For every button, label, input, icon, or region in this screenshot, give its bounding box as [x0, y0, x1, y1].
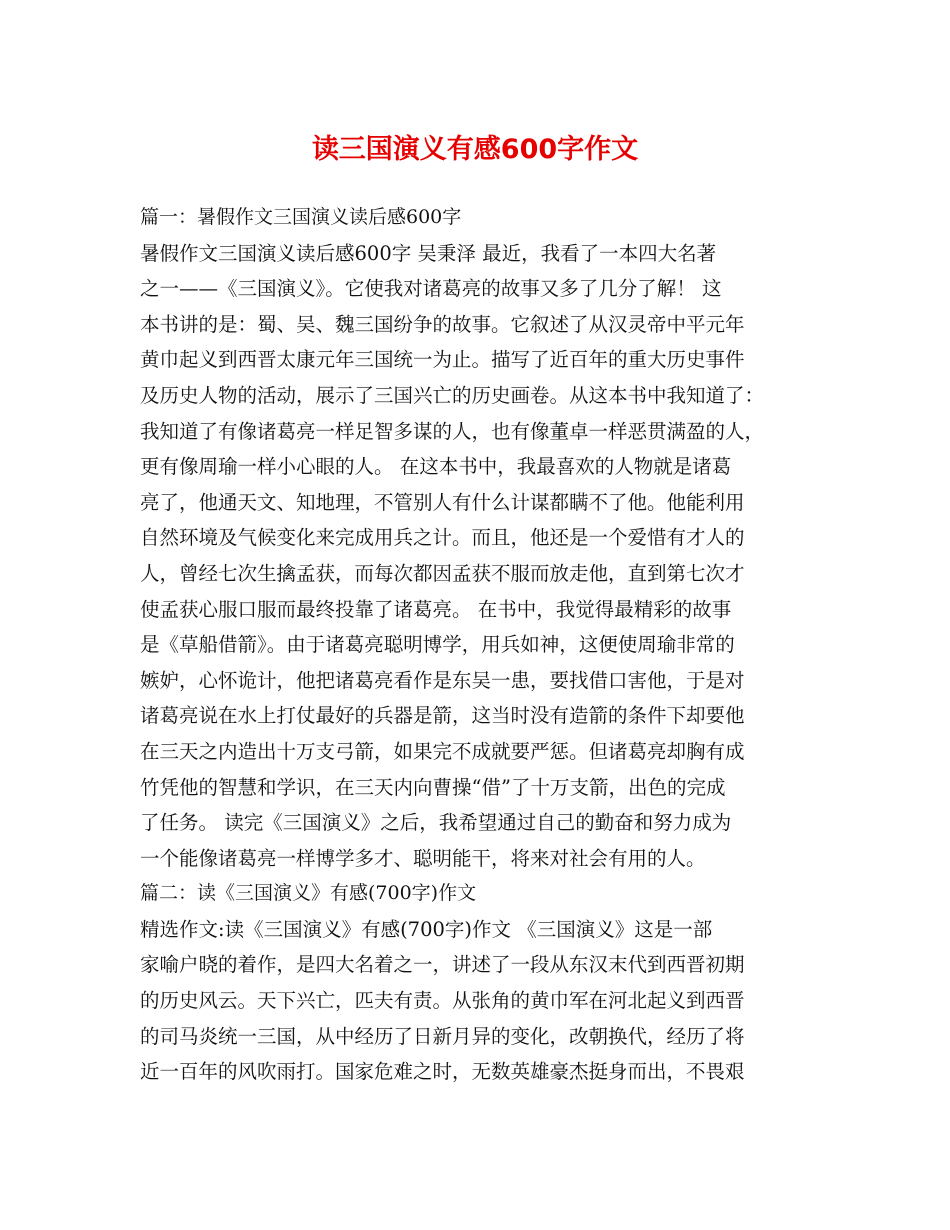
body-text-line: 我知道了有像诸葛亮一样足智多谋的人，也有像董卓一样恶贯满盈的人，	[140, 419, 765, 443]
body-text-line: 是《草船借箭》。由于诸葛亮聪明博学，用兵如神，这便使周瑜非常的	[140, 633, 735, 657]
document-body	[140, 200, 816, 1090]
body-text-line: 嫉妒，心怀诡计，他把诸葛亮看作是东吴一患，要找借口害他，于是对	[140, 668, 745, 692]
body-text-line: 暑假作文三国演义读后感600字 吴秉泽 最近，我看了一本四大名著	[140, 241, 717, 265]
body-text-line: 人，曾经七次生擒孟获，而每次都因孟获不服而放走他，直到第七次才	[140, 561, 745, 585]
section-heading: 篇二：读《三国演义》有感(700字)作文	[140, 882, 477, 905]
body-text-line: 自然环境及气候变化来完成用兵之计。而且，他还是一个爱惜有才人的	[140, 526, 745, 550]
body-text-line: 亮了，他通天文、知地理，不管别人有什么计谋都瞒不了他。他能利用	[140, 490, 745, 514]
body-text-line: 黄巾起义到西晋太康元年三国统一为止。描写了近百年的重大历史事件	[140, 348, 745, 372]
body-text-line: 本书讲的是：蜀、吴、魏三国纷争的故事。它叙述了从汉灵帝中平元年	[140, 312, 745, 336]
body-text-line: 及历史人物的活动，展示了三国兴亡的历史画卷。从这本书中我知道了：	[140, 383, 765, 407]
body-text-line: 精选作文:读《三国演义》有感(700字)作文 《三国演义》这是一部	[140, 917, 713, 941]
body-text-line: 的司马炎统一三国，从中经历了日新月异的变化，改朝换代，经历了将	[140, 1024, 745, 1048]
body-text-line: 了任务。 读完《三国演义》之后，我希望通过自己的勤奋和努力成为	[140, 811, 732, 835]
section-heading: 篇一：暑假作文三国演义读后感600字	[140, 206, 462, 228]
body-text-line: 更有像周瑜一样小心眼的人。 在这本书中，我最喜欢的人物就是诸葛	[140, 455, 732, 479]
body-text-line: 一个能像诸葛亮一样博学多才、聪明能干，将来对社会有用的人。	[140, 846, 706, 870]
body-text-line: 的历史风云。天下兴亡，匹夫有责。从张角的黄巾军在河北起义到西晋	[140, 989, 745, 1013]
body-text-line: 诸葛亮说在水上打仗最好的兵器是箭，这当时没有造箭的条件下却要他	[140, 704, 745, 728]
document-title: 读三国演义有感600字作文	[311, 134, 639, 165]
body-text-line: 使孟获心服口服而最终投靠了诸葛亮。 在书中，我觉得最精彩的故事	[140, 597, 732, 621]
body-text-line: 在三天之内造出十万支弓箭，如果完不成就要严惩。但诸葛亮却胸有成	[140, 739, 745, 763]
body-text-line: 近一百年的风吹雨打。国家危难之时，无数英雄豪杰挺身而出，不畏艰	[140, 1060, 745, 1084]
body-text-line: 竹凭他的智慧和学识，在三天内向曹操“借”了十万支箭，出色的完成	[140, 775, 726, 799]
body-text-line: 之一——《三国演义》。它使我对诸葛亮的故事又多了几分了解！ 这	[140, 277, 722, 301]
body-text-line: 家喻户晓的着作，是四大名着之一，讲述了一段从东汉末代到西晋初期	[140, 953, 745, 977]
